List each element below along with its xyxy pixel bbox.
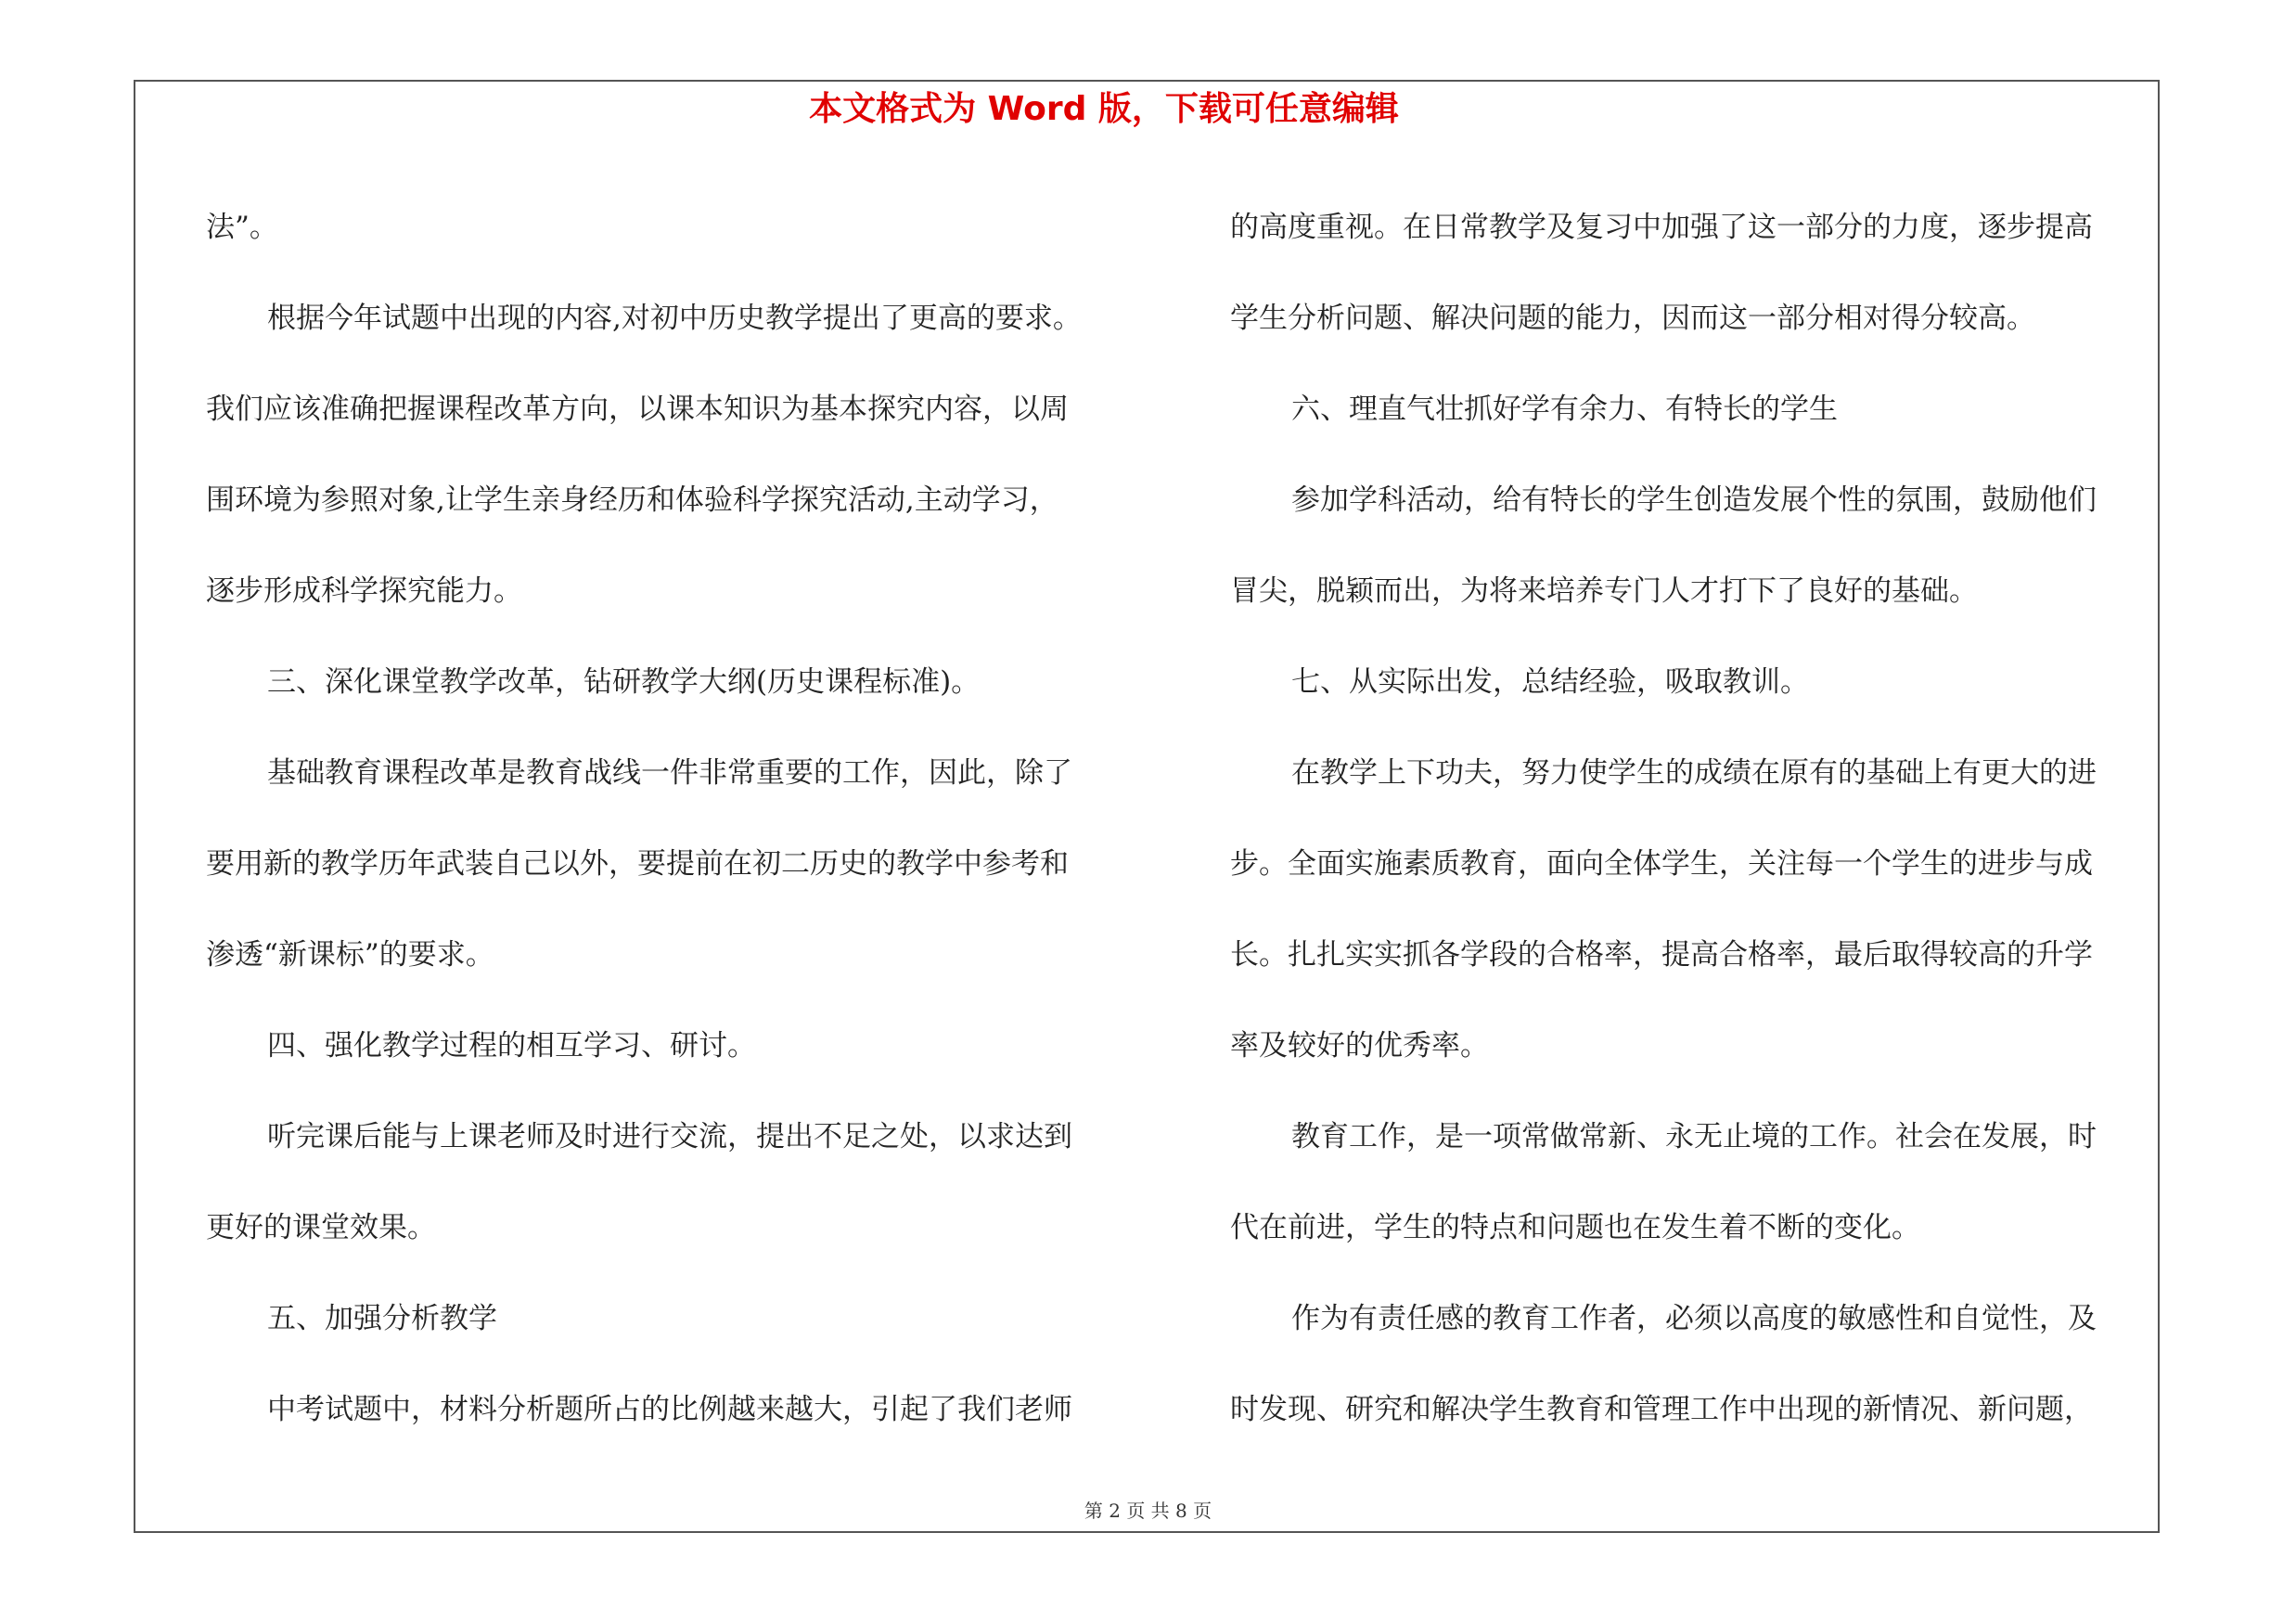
text-line: 时发现、研究和解决学生教育和管理工作中出现的新情况、新问题， — [1230, 1393, 2093, 1426]
text-line: 冒尖，脱颖而出，为将来培养专门人才打下了良好的基础。 — [1230, 574, 1978, 608]
text-line: 步。全面实施素质教育，面向全体学生，关注每一个学生的进步与成 — [1230, 847, 2093, 881]
text-line: 参加学科活动，给有特长的学生创造发展个性的氛围，鼓励他们 — [1291, 483, 2097, 517]
left-column — [206, 182, 1124, 1455]
text-line: 围环境为参照对象,让学生亲身经历和体验科学探究活动,主动学习， — [206, 483, 1058, 517]
text-line: 教育工作，是一项常做常新、永无止境的工作。社会在发展，时 — [1291, 1120, 2097, 1153]
text-line: 代在前进，学生的特点和问题也在发生着不断的变化。 — [1230, 1211, 1920, 1244]
format-banner: 本文格式为 Word 版，下载可任意编辑 — [809, 90, 1399, 128]
right-column — [1230, 182, 2148, 1455]
text-line: 的高度重视。在日常教学及复习中加强了这一部分的力度，逐步提高 — [1230, 211, 2093, 244]
text-line: 四、强化教学过程的相互学习、研讨。 — [267, 1029, 756, 1063]
text-line: 率及较好的优秀率。 — [1230, 1029, 1489, 1063]
text-line: 听完课后能与上课老师及时进行交流，提出不足之处，以求达到 — [267, 1120, 1072, 1153]
text-line: 长。扎扎实实抓各学段的合格率，提高合格率，最后取得较高的升学 — [1230, 938, 2093, 972]
text-line: 根据今年试题中出现的内容,对初中历史教学提出了更高的要求。 — [267, 302, 1082, 335]
text-line: 要用新的教学历年武装自己以外，要提前在初二历史的教学中参考和 — [206, 847, 1069, 881]
text-line: 法”。 — [206, 211, 278, 244]
text-line: 逐步形成科学探究能力。 — [206, 574, 522, 608]
text-line: 学生分析问题、解决问题的能力，因而这一部分相对得分较高。 — [1230, 302, 2035, 335]
text-line: 五、加强分析教学 — [267, 1302, 497, 1335]
text-line: 作为有责任感的教育工作者，必须以高度的敏感性和自觉性，及 — [1291, 1302, 2097, 1335]
text-line: 我们应该准确把握课程改革方向，以课本知识为基本探究内容，以周 — [206, 393, 1069, 426]
text-line: 七、从实际出发，总结经验，吸取教训。 — [1291, 665, 1809, 699]
text-line: 基础教育课程改革是教育战线一件非常重要的工作，因此，除了 — [267, 756, 1072, 790]
text-line: 在教学上下功夫，努力使学生的成绩在原有的基础上有更大的进 — [1291, 756, 2097, 790]
text-line: 渗透“新课标”的要求。 — [206, 938, 494, 972]
text-line: 更好的课堂效果。 — [206, 1211, 436, 1244]
text-line: 中考试题中，材料分析题所占的比例越来越大，引起了我们老师 — [267, 1393, 1072, 1426]
page-footer: 第 2 页 共 8 页 — [1084, 1500, 1212, 1522]
text-line: 三、深化课堂教学改革，钻研教学大纲(历史课程标准)。 — [267, 665, 981, 699]
text-line: 六、理直气壮抓好学有余力、有特长的学生 — [1291, 393, 1838, 426]
